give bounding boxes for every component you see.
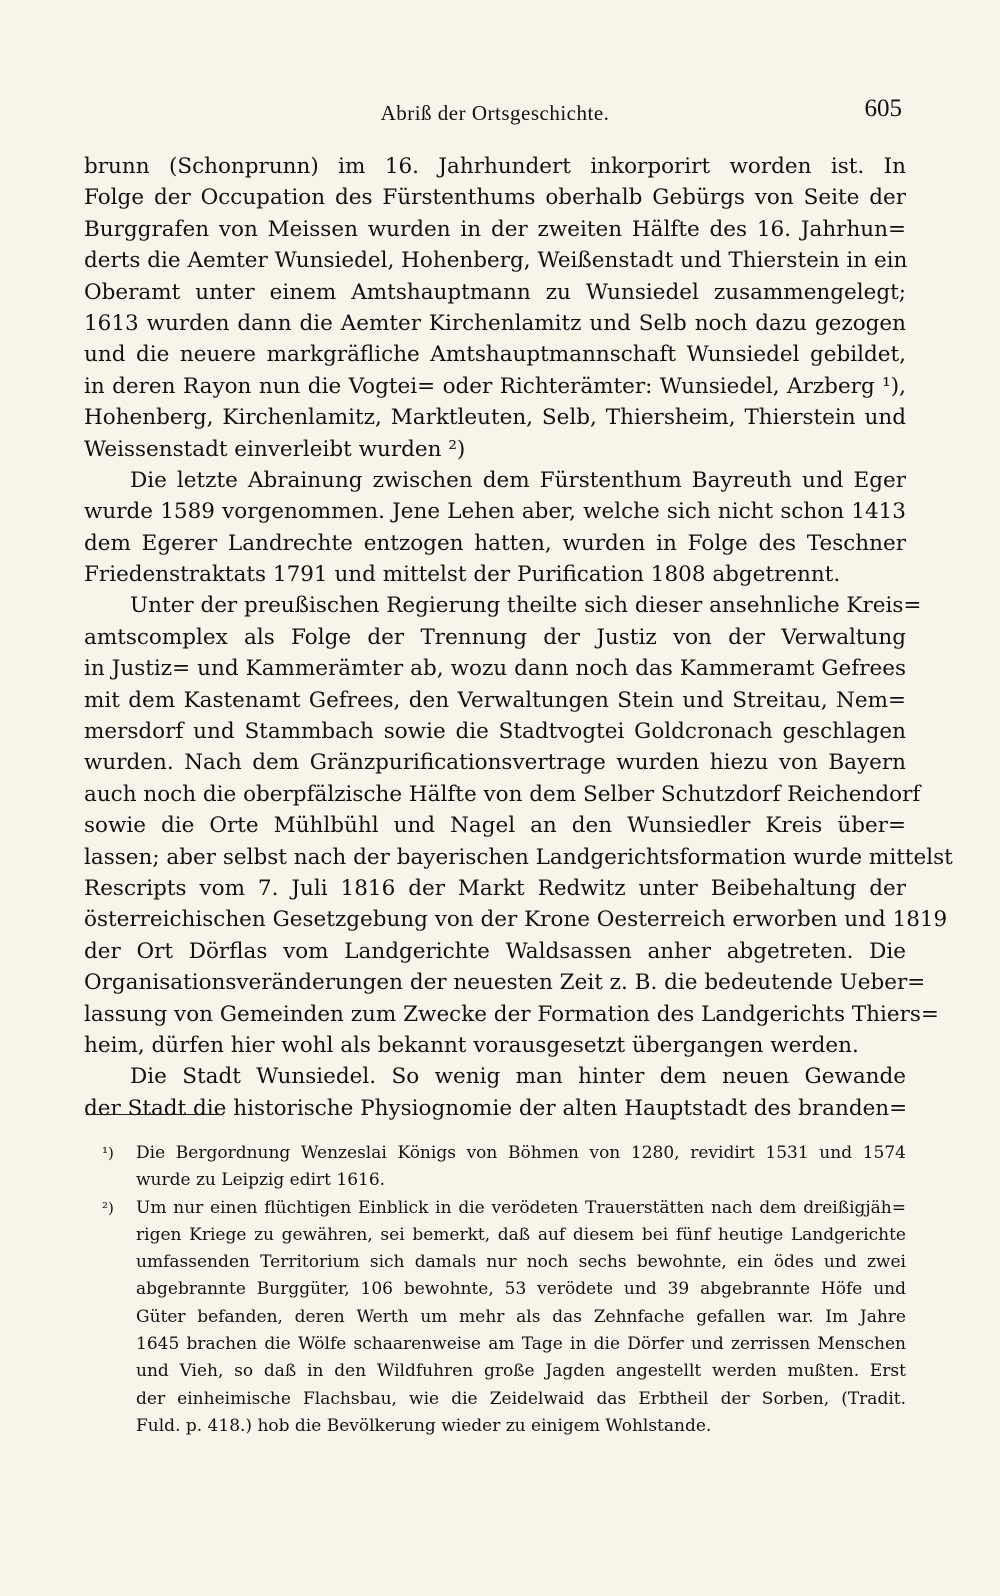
body-line: lassung von Gemeinden zum Zwecke der Formation des Landgerichts Thiers= — [84, 1001, 939, 1027]
footnote-text: Um nur einen flüchtigen Einblick in die verödeten Trauerstätten nach dem dreißigjäh= — [136, 1197, 906, 1218]
page-number: 605 — [864, 95, 902, 122]
footnote-line: der einheimische Flachsbau, wie die Zeidelwaid das Erbtheil der Sorben, (Tradit. — [136, 1388, 906, 1409]
body-line: Weissenstadt einverleibt wurden ²) — [84, 436, 466, 462]
page-header — [84, 95, 906, 129]
body-line: der Ort Dörflas vom Landgerichte Waldsassen anher abgetreten. Die — [84, 938, 906, 964]
footnote-line — [84, 1140, 906, 1167]
body-line: lassen; aber selbst nach der bayerischen Landgerichtsformation wurde mittelst — [84, 844, 953, 870]
body-line: Folge der Occupation des Fürstenthums oberhalb Gebürgs von Seite der — [84, 185, 906, 211]
body-line: derts die Aemter Wunsiedel, Hohenberg, Weißenstadt und Thierstein in ein — [84, 248, 908, 274]
footnote-line: und Vieh, so daß in den Wildfuhren große Jagden angestellt werden mußten. Erst — [136, 1361, 906, 1382]
footnote-marker: ¹) — [102, 1144, 114, 1162]
body-line: wurden. Nach dem Gränzpurificationsvertrage wurden hiezu von Bayern — [84, 750, 906, 776]
paragraph-start: Die letzte Abrainung zwischen dem Fürstenthum Bayreuth und Eger — [130, 467, 906, 493]
footnote-line: Güter befanden, deren Werth um mehr als das Zehnfache gefallen war. Im Jahre — [136, 1306, 906, 1327]
footnote-line: rigen Kriege zu gewähren, sei bemerkt, daß auf diesem bei fünf heutige Landgerichte — [136, 1224, 906, 1245]
footnote-line: Fuld. p. 418.) hob die Bevölkerung wieder zu einigem Wohlstande. — [136, 1415, 712, 1436]
body-line: mersdorf und Stammbach sowie die Stadtvogtei Goldcronach geschlagen — [84, 719, 906, 745]
body-line: auch noch die oberpfälzische Hälfte von dem Selber Schutzdorf Reichendorf — [84, 781, 921, 807]
footnote-text: Die Bergordnung Wenzeslai Königs von Böhmen von 1280, revidirt 1531 und 1574 — [136, 1143, 906, 1163]
running-title: Abriß der Ortsgeschichte. — [380, 101, 610, 125]
body-line: Organisationsveränderungen der neuesten Zeit z. B. die bedeutende Ueber= — [84, 970, 926, 996]
body-line: in deren Rayon nun die Vogtei= oder Richterämter: Wunsiedel, Arzberg ¹), — [84, 373, 906, 399]
footnote-line: wurde zu Leipzig edirt 1616. — [136, 1170, 386, 1191]
footnote-marker: ²) — [102, 1198, 114, 1217]
body-line: der Stadt die historische Physiognomie der alten Hauptstadt des branden= — [84, 1095, 908, 1121]
body-line: amtscomplex als Folge der Trennung der Justiz von der Verwaltung — [84, 624, 906, 650]
body-line: und die neuere markgräfliche Amtshauptmannschaft Wunsiedel gebildet, — [84, 342, 906, 368]
footnotes — [84, 1140, 906, 1440]
body-line: österreichischen Gesetzgebung von der Krone Oesterreich erworben und 1819 — [84, 907, 948, 933]
body-line: mit dem Kastenamt Gefrees, den Verwaltungen Stein und Streitau, Nem= — [84, 687, 906, 713]
footnote-line: 1645 brachen die Wölfe schaarenweise am Tage in die Dörfer und zerrissen Menschen — [136, 1334, 906, 1355]
body-line: Friedenstraktats 1791 und mittelst der Purification 1808 abgetrennt. — [84, 562, 841, 588]
footnote-line — [84, 1195, 906, 1222]
body-line: heim, dürfen hier wohl als bekannt vorausgesetzt übergangen werden. — [84, 1032, 859, 1058]
body-line: dem Egerer Landrechte entzogen hatten, wurden in Folge des Teschner — [84, 530, 906, 556]
body-text — [84, 151, 953, 1124]
body-line: Oberamt unter einem Amtshauptmann zu Wunsiedel zusammengelegt; — [84, 279, 906, 305]
body-line: 1613 wurden dann die Aemter Kirchenlamitz und Selb noch dazu gezogen — [84, 310, 906, 336]
body-line: Hohenberg, Kirchenlamitz, Marktleuten, Selb, Thiersheim, Thierstein und — [84, 405, 906, 431]
footnote-line: abgebrannte Burggüter, 106 bewohnte, 53 verödete und 39 abgebrannte Höfe und — [136, 1279, 906, 1300]
footnote-divider — [86, 1114, 218, 1115]
body-line: Burggrafen von Meissen wurden in der zweiten Hälfte des 16. Jahrhun= — [84, 216, 906, 242]
paragraph-start: Die Stadt Wunsiedel. So wenig man hinter dem neuen Gewande — [130, 1064, 906, 1090]
body-line: brunn (Schonprunn) im 16. Jahrhundert inkorporirt worden ist. In — [84, 154, 906, 179]
body-line: in Justiz= und Kammerämter ab, wozu dann noch das Kammeramt Gefrees — [84, 656, 906, 682]
footnote-line: umfassenden Territorium sich damals nur noch sechs bewohnte, ein ödes und zwei — [136, 1252, 906, 1273]
body-line: sowie die Orte Mühlbühl und Nagel an den Wunsiedler Kreis über= — [84, 813, 906, 839]
body-line: Rescripts vom 7. Juli 1816 der Markt Redwitz unter Beibehaltung der — [84, 875, 906, 901]
paragraph-start: Unter der preußischen Regierung theilte sich dieser ansehnliche Kreis= — [130, 593, 922, 619]
body-line: wurde 1589 vorgenommen. Jene Lehen aber, welche sich nicht schon 1413 — [84, 499, 906, 525]
